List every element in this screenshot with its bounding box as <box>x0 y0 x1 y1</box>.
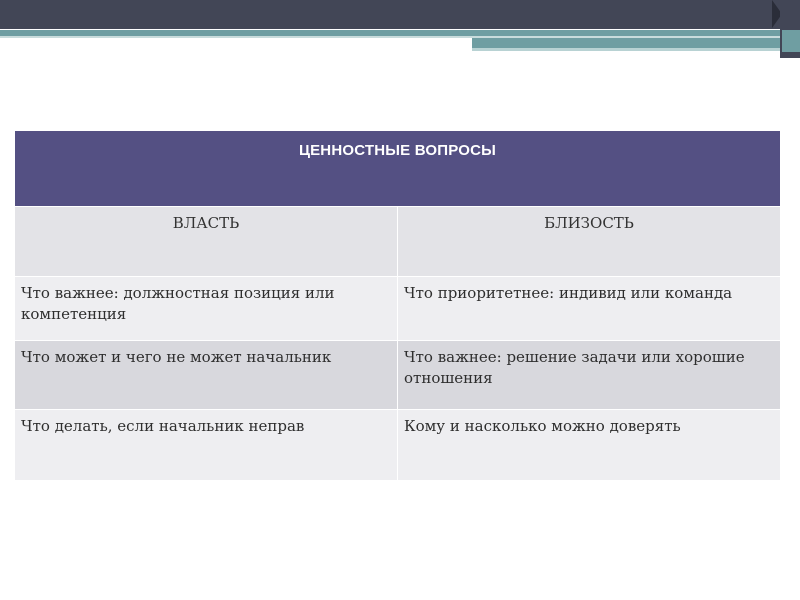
table-row <box>15 277 781 341</box>
table-cell: Что делать, если начальник неправ <box>15 410 398 481</box>
top-decorative-band <box>0 0 800 29</box>
table-title: ЦЕННОСТНЫЕ ВОПРОСЫ <box>15 131 781 207</box>
table-row <box>15 410 781 481</box>
table-title-row <box>15 131 781 207</box>
decorative-stripe <box>472 48 800 51</box>
column-header-closeness: БЛИЗОСТЬ <box>398 207 781 277</box>
decorative-block <box>782 30 800 52</box>
decorative-stripe <box>472 38 800 48</box>
table-cell: Кому и насколько можно доверять <box>398 410 781 481</box>
table-cell: Что приоритетнее: индивид или команда <box>398 277 781 341</box>
table-cell: Что может и чего не может начальник <box>15 341 398 410</box>
table-cell: Что важнее: решение задачи или хорошие отношения <box>398 341 781 410</box>
table-row <box>15 341 781 410</box>
table-cell: Что важнее: должностная позиция или компетенция <box>15 277 398 341</box>
values-table <box>14 130 781 481</box>
table-header-row <box>15 207 781 277</box>
column-header-power: ВЛАСТЬ <box>15 207 398 277</box>
